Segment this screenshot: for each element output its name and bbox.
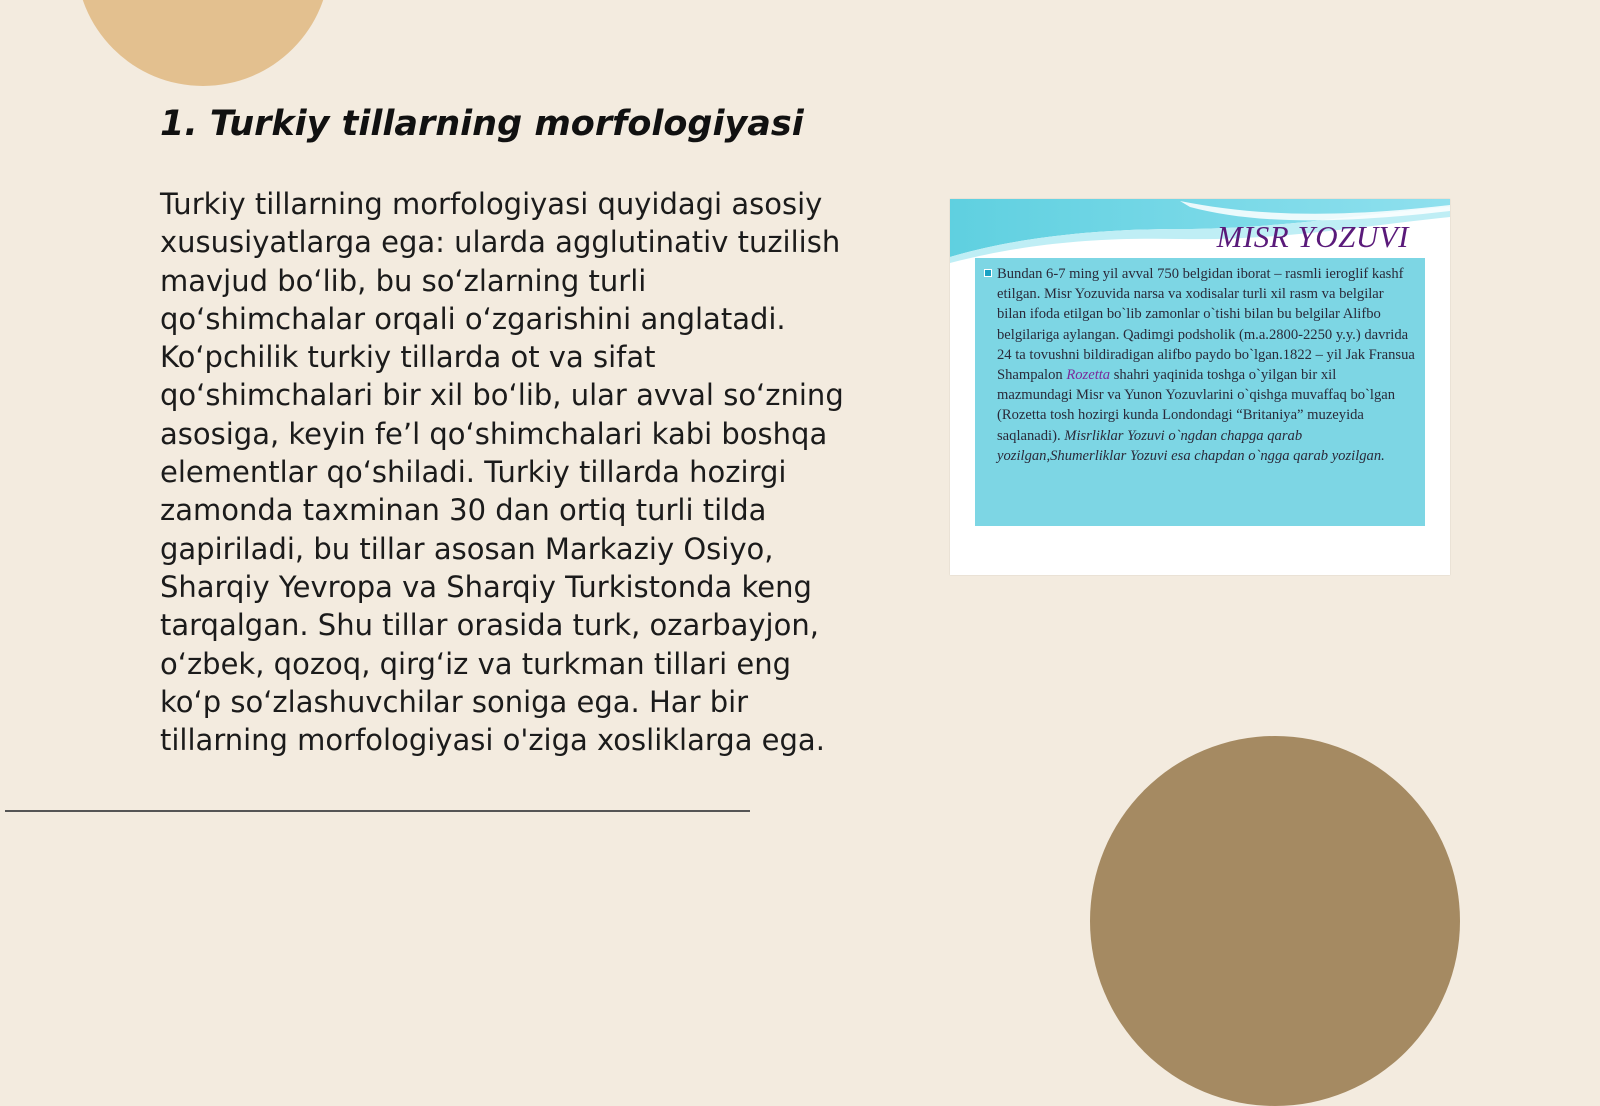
image-title: MISR YOZUVI — [1216, 219, 1409, 254]
image-text-part1: Bundan 6-7 ming yil avval 750 belgidan iborat – rasmli ieroglif kashf etilgan. Misr Yozuvida narsa va xodisalar turli xil rasm va belgilar bilan ifoda etilgan bo`lib zamonlar o`tishi bilan bu belgilar Alifbo belgilariga aylangan. Qadimgi podsholik (m.a.2800-2250 y.y.) davrida 24 ta tovushni bildiradigan alifbo paydo bo`lgan.1822 – yil Jak Fransua Shampalon — [997, 266, 1415, 384]
image-text-italic: Misrliklar Yozuvi o`ngdan chapga qarab yozilgan,Shumerliklar Yozuvi esa chapdan o`ngga qarab yozilgan. — [997, 427, 1385, 464]
image-paragraph — [997, 264, 1415, 466]
decorative-circle-bottom — [1090, 736, 1460, 1106]
image-text-link: Rozetta — [1066, 367, 1111, 384]
image-text-box — [975, 258, 1425, 526]
divider-line — [5, 810, 750, 812]
decorative-circle-top — [76, 0, 330, 86]
image-text-part2: shahri yaqinida toshga o`yilgan bir xil mazmundagi Misr va Yunon Yozuvlarini o`qishga muvaffaq bo`lgan (Rozetta tosh hozirgi kunda Londondagi “Britaniya” muzeyida saqlanadi). — [997, 367, 1396, 444]
bullet-square-icon — [984, 269, 992, 277]
slide-title: 1. Turkiy tillarning morfologiyasi — [160, 104, 804, 144]
slide-body-text: Turkiy tillarning morfologiyasi quyidagi asosiy xususiyatlarga ega: ularda agglutinativ tuzilish mavjud bo‘lib, bu so‘zlarning turli qo‘shimchalar orqali o‘zgarishini anglatadi. Ko‘pchilik turkiy tillarda ot va sifat qo‘shimchalari bir xil bo‘lib, ular avval so‘zning asosiga, keyin fe’l qo‘shimchalari kabi boshqa elementlar qo‘shiladi. Turkiy tillarda hozirgi zamonda taxminan 30 dan ortiq turli tilda gapiriladi, bu tillar asosan Markaziy Osiyo, Sharqiy Yevropa va Sharqiy Turkistonda keng tarqalgan. Shu tillar orasida turk, ozarbayjon, o‘zbek, qozoq, qirg‘iz va turkman tillari eng ko‘p so‘zlashuvchilar soniga ega. Har bir tillarning morfologiyasi o'ziga xosliklarga ega. — [160, 187, 844, 758]
embedded-slide-image — [950, 199, 1450, 575]
